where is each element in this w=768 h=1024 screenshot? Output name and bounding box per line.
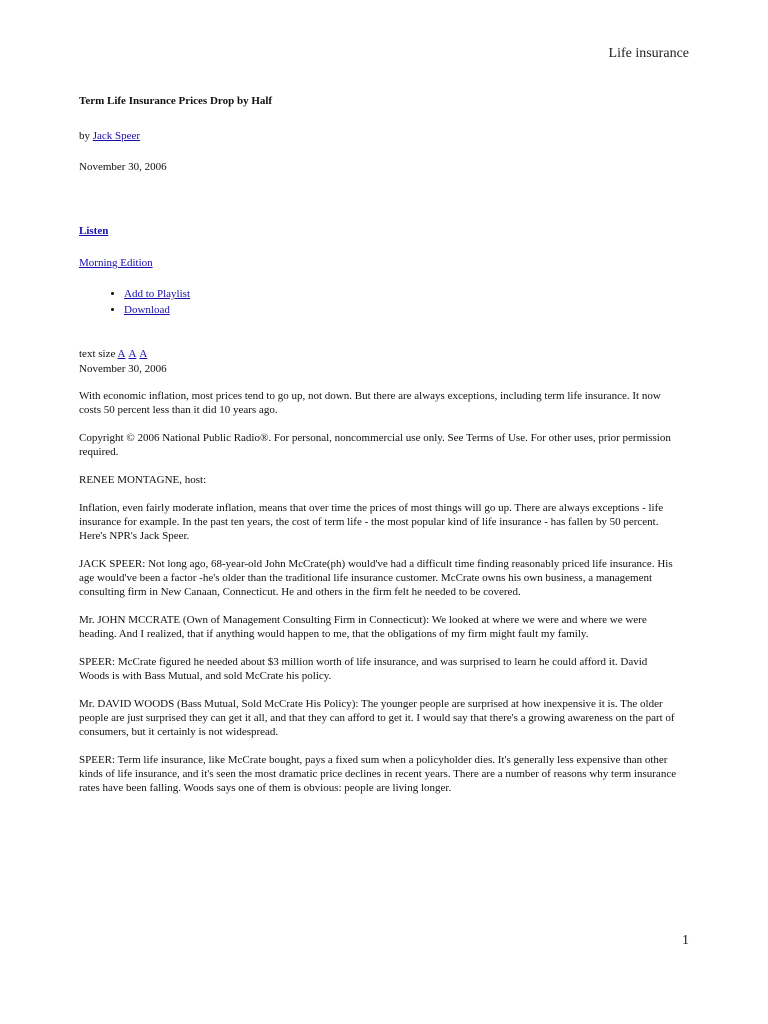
- running-header: Life insurance: [608, 46, 689, 61]
- list-item: [124, 303, 679, 317]
- text-size-large-link[interactable]: A: [139, 348, 148, 360]
- transcript-paragraph: SPEER: Term life insurance, like McCrate bought, pays a fixed sum when a policyholder dies. It's generally less expensive than other kinds of life insurance, and it's seen the most dramatic price declines in recent years. There are a number of reasons why term insurance rates have been falling. Woods says one of them is obvious: people are living longer.: [79, 754, 677, 794]
- story-date: November 30, 2006: [79, 363, 167, 375]
- byline-prefix: by: [79, 130, 90, 142]
- transcript-paragraph: RENEE MONTAGNE, host:: [79, 474, 207, 486]
- add-to-playlist-link[interactable]: Add to Playlist: [124, 288, 191, 300]
- page-number: 1: [682, 933, 689, 948]
- transcript-paragraph: SPEER: McCrate figured he needed about $3 million worth of life insurance, and was surprised to learn he could afford it. David Woods is with Bass Mutual, and sold McCrate his policy.: [79, 656, 648, 682]
- article-headline: Term Life Insurance Prices Drop by Half: [79, 95, 273, 107]
- program-section: [79, 256, 679, 270]
- summary-paragraph: With economic inflation, most prices tend to go up, not down. But there are always exceptions, including term life insurance. It now costs 50 percent less than it did 10 years ago.: [79, 390, 661, 416]
- author-link[interactable]: Jack Speer: [92, 130, 141, 142]
- text-size-small-link[interactable]: A: [117, 348, 126, 360]
- transcript-paragraph: Mr. JOHN MCCRATE (Own of Management Consulting Firm in Connecticut): We looked at where we were and where we were heading. And I realized, that if anything would happen to me, that the obligations of my firm might fault my family.: [79, 614, 647, 640]
- article-date: November 30, 2006: [79, 161, 167, 173]
- text-size-label: text size: [79, 348, 116, 360]
- listen-link[interactable]: Listen: [79, 225, 109, 237]
- transcript-paragraph: Inflation, even fairly moderate inflation, means that over time the prices of most things will go up. There are always exceptions - life insurance for example. In the past ten years, the cost of term life - the most popular kind of life insurance - has fallen by 50 percent. Here's NPR's Jack Speer.: [79, 502, 664, 542]
- transcript-paragraph: Mr. DAVID WOODS (Bass Mutual, Sold McCrate His Policy): The younger people are surprised at how inexpensive it is. The older people are just surprised they can get it all, and that they can afford to get it. I would say that there's a growing awareness on the part of consumers, but it certainly is not widespread.: [79, 698, 675, 738]
- listen-section: [79, 224, 679, 238]
- text-size-medium-link[interactable]: A: [128, 348, 137, 360]
- text-size-control: [79, 347, 679, 361]
- transcript-paragraph: JACK SPEER: Not long ago, 68-year-old John McCrate(ph) would've had a difficult time finding reasonably priced life insurance. His age would've been a factor -he's older than the traditional life insurance customer. McCrate owns his own business, a management consulting firm in New Canaan, Connecticut. He and others in the firm felt he needed to be covered.: [79, 558, 673, 598]
- article: [79, 94, 679, 795]
- list-item: [124, 287, 679, 301]
- byline: [79, 129, 679, 143]
- copyright-paragraph: Copyright © 2006 National Public Radio®. For personal, noncommercial use only. See Terms of Use. For other uses, prior permission required.: [79, 432, 671, 458]
- program-link[interactable]: Morning Edition: [79, 257, 153, 269]
- audio-links-list: [79, 287, 679, 317]
- download-link[interactable]: Download: [124, 304, 170, 316]
